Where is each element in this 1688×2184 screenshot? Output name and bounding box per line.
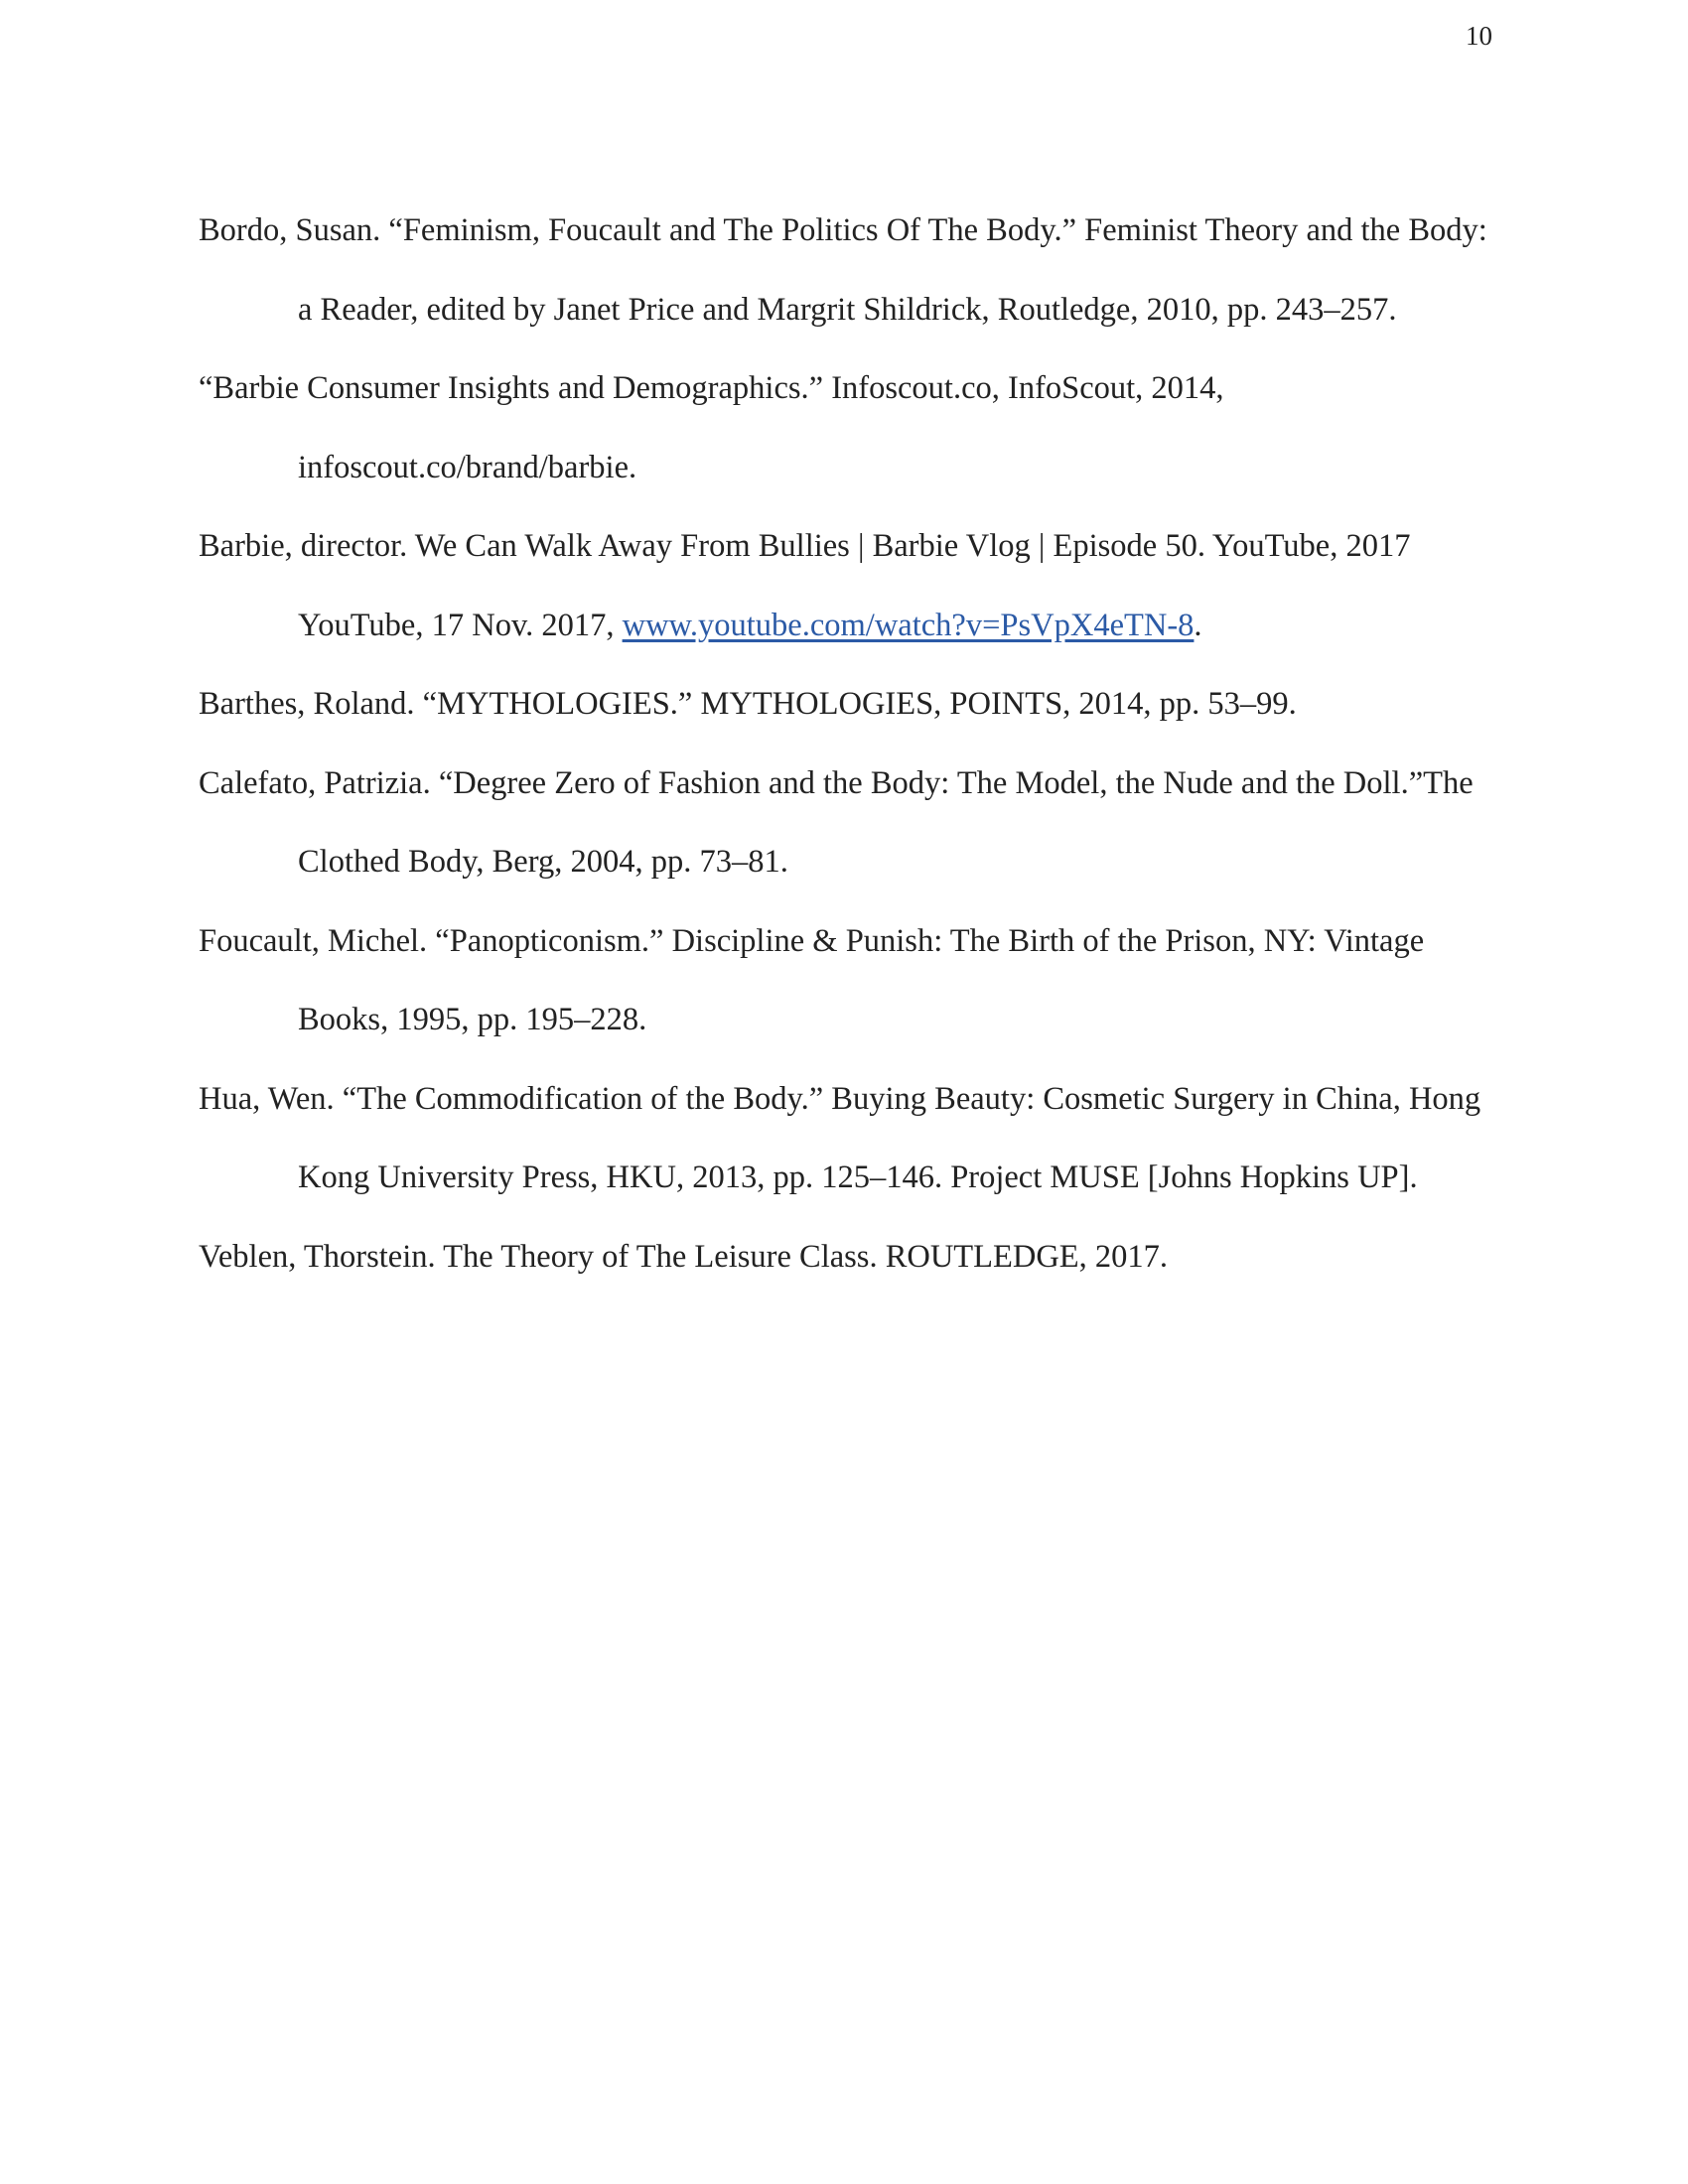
page-number: 10 xyxy=(1466,21,1492,51)
citation-barbie-insights xyxy=(199,349,1489,507)
citation-text-end: . xyxy=(1194,607,1202,643)
citation-text: Veblen, Thorstein. The Theory of The Leisure Class. ROUTLEDGE, 2017. xyxy=(199,1238,1169,1275)
citation-bordo xyxy=(199,192,1489,349)
citation-text: Barbie, director. We Can Walk Away From Bullies | Barbie Vlog | Episode 50. YouTube, 2017 YouTube, 17 Nov. 2017, xyxy=(199,528,1411,643)
citation-foucault xyxy=(199,902,1489,1060)
citation-text: Foucault, Michel. “Panopticonism.” Discipline & Punish: The Birth of the Prison, NY: Vintage Books, 1995, pp. 195–228. xyxy=(199,922,1425,1037)
works-cited-list xyxy=(199,192,1489,1297)
citation-barthes xyxy=(199,665,1489,745)
citation-text: Calefato, Patrizia. “Degree Zero of Fashion and the Body: The Model, the Nude and the Doll.”The Clothed Body, Berg, 2004, pp. 73–81. xyxy=(199,764,1474,880)
citation-calefato xyxy=(199,745,1489,902)
citation-veblen xyxy=(199,1218,1489,1297)
citation-hua xyxy=(199,1060,1489,1218)
citation-text: “Barbie Consumer Insights and Demographics.” Infoscout.co, InfoScout, 2014, infoscout.co/brand/barbie. xyxy=(199,370,1224,485)
citation-text: Barthes, Roland. “MYTHOLOGIES.” MYTHOLOGIES, POINTS, 2014, pp. 53–99. xyxy=(199,686,1297,722)
citation-barbie-vlog xyxy=(199,507,1489,665)
youtube-link[interactable]: www.youtube.com/watch?v=PsVpX4eTN-8 xyxy=(622,607,1195,643)
citation-text: Hua, Wen. “The Commodification of the Body.” Buying Beauty: Cosmetic Surgery in China, Hong Kong University Press, HKU, 2013, pp. 125–146. Project MUSE [Johns Hopkins UP]. xyxy=(199,1080,1481,1195)
citation-text: Bordo, Susan. “Feminism, Foucault and The Politics Of The Body.” Feminist Theory and the Body: a Reader, edited by Janet Price and Margrit Shildrick, Routledge, 2010, pp. 243–257. xyxy=(199,212,1487,328)
